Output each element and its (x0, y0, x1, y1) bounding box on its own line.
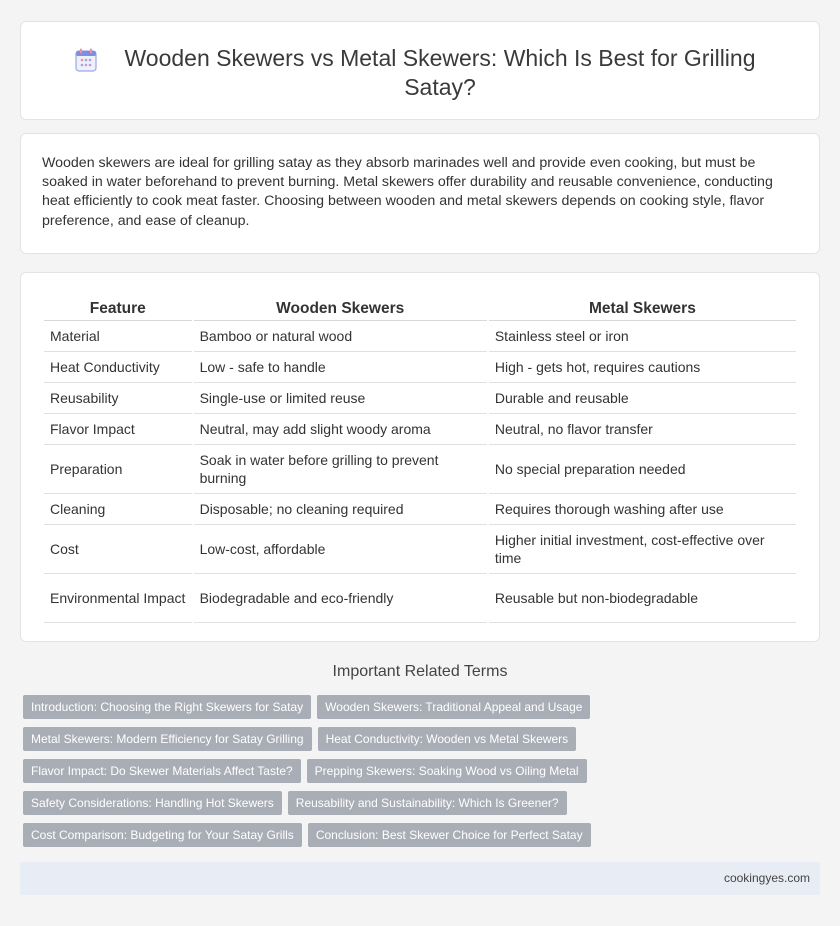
footer-bar (20, 862, 820, 895)
table-cell-feature: Environmental Impact (44, 574, 192, 623)
table-cell-metal: Stainless steel or iron (489, 321, 796, 352)
comparison-table-card (20, 272, 820, 642)
table-cell-metal: No special preparation needed (489, 445, 796, 494)
table-cell-wooden: Soak in water before grilling to prevent burning (194, 445, 487, 494)
footer-site-name[interactable]: cookingyes.com (723, 871, 810, 885)
table-row (44, 414, 796, 445)
table-cell-feature: Flavor Impact (44, 414, 192, 445)
related-term-tag[interactable]: Conclusion: Best Skewer Choice for Perfect Satay (308, 823, 591, 847)
table-header-row (44, 297, 796, 321)
table-cell-metal: Higher initial investment, cost-effective over time (489, 525, 796, 574)
related-terms-list (23, 695, 803, 855)
related-term-tag[interactable]: Reusability and Sustainability: Which Is Greener? (288, 791, 567, 815)
table-header-wooden: Wooden Skewers (194, 297, 487, 321)
related-term-tag[interactable]: Wooden Skewers: Traditional Appeal and Usage (317, 695, 590, 719)
comparison-table (42, 297, 798, 623)
table-cell-wooden: Biodegradable and eco-friendly (194, 574, 487, 623)
intro-card (20, 133, 820, 254)
table-cell-wooden: Neutral, may add slight woody aroma (194, 414, 487, 445)
table-cell-feature: Reusability (44, 383, 192, 414)
table-row (44, 321, 796, 352)
table-row (44, 445, 796, 494)
related-term-tag[interactable]: Cost Comparison: Budgeting for Your Satay Grills (23, 823, 302, 847)
intro-paragraph: Wooden skewers are ideal for grilling satay as they absorb marinades well and provide even cooking, but must be soaked in water beforehand to prevent burning. Metal skewers offer durability and reusable convenience, conducting heat efficiently to cook meat faster. Choosing between wooden and metal skewers depends on cooking style, flavor preference, and ease of cleanup. (42, 155, 773, 229)
table-cell-feature: Heat Conductivity (44, 352, 192, 383)
table-row (44, 525, 796, 574)
table-cell-metal: Reusable but non-biodegradable (489, 574, 796, 623)
table-row (44, 574, 796, 623)
table-cell-wooden: Single-use or limited reuse (194, 383, 487, 414)
table-cell-wooden: Low-cost, affordable (194, 525, 487, 574)
table-row (44, 494, 796, 525)
table-cell-feature: Cost (44, 525, 192, 574)
related-term-tag[interactable]: Heat Conductivity: Wooden vs Metal Skewers (318, 727, 577, 751)
related-term-tag[interactable]: Introduction: Choosing the Right Skewers for Satay (23, 695, 311, 719)
table-cell-feature: Material (44, 321, 192, 352)
page-title: Wooden Skewers vs Metal Skewers: Which Is Best for Grilling Satay? (124, 45, 756, 100)
table-cell-metal: Neutral, no flavor transfer (489, 414, 796, 445)
table-cell-metal: Durable and reusable (489, 383, 796, 414)
table-cell-feature: Cleaning (44, 494, 192, 525)
table-cell-metal: High - gets hot, requires cautions (489, 352, 796, 383)
table-cell-metal: Requires thorough washing after use (489, 494, 796, 525)
related-term-tag[interactable]: Metal Skewers: Modern Efficiency for Satay Grilling (23, 727, 312, 751)
table-cell-wooden: Bamboo or natural wood (194, 321, 487, 352)
related-term-tag[interactable]: Flavor Impact: Do Skewer Materials Affect Taste? (23, 759, 301, 783)
table-cell-wooden: Disposable; no cleaning required (194, 494, 487, 525)
table-header-metal: Metal Skewers (489, 297, 796, 321)
table-header-feature: Feature (44, 297, 192, 321)
table-row (44, 383, 796, 414)
table-cell-feature: Preparation (44, 445, 192, 494)
title-card (20, 21, 820, 120)
table-row (44, 352, 796, 383)
related-term-tag[interactable]: Safety Considerations: Handling Hot Skewers (23, 791, 282, 815)
related-terms-heading: Important Related Terms (332, 663, 508, 680)
table-cell-wooden: Low - safe to handle (194, 352, 487, 383)
related-term-tag[interactable]: Prepping Skewers: Soaking Wood vs Oiling Metal (307, 759, 587, 783)
